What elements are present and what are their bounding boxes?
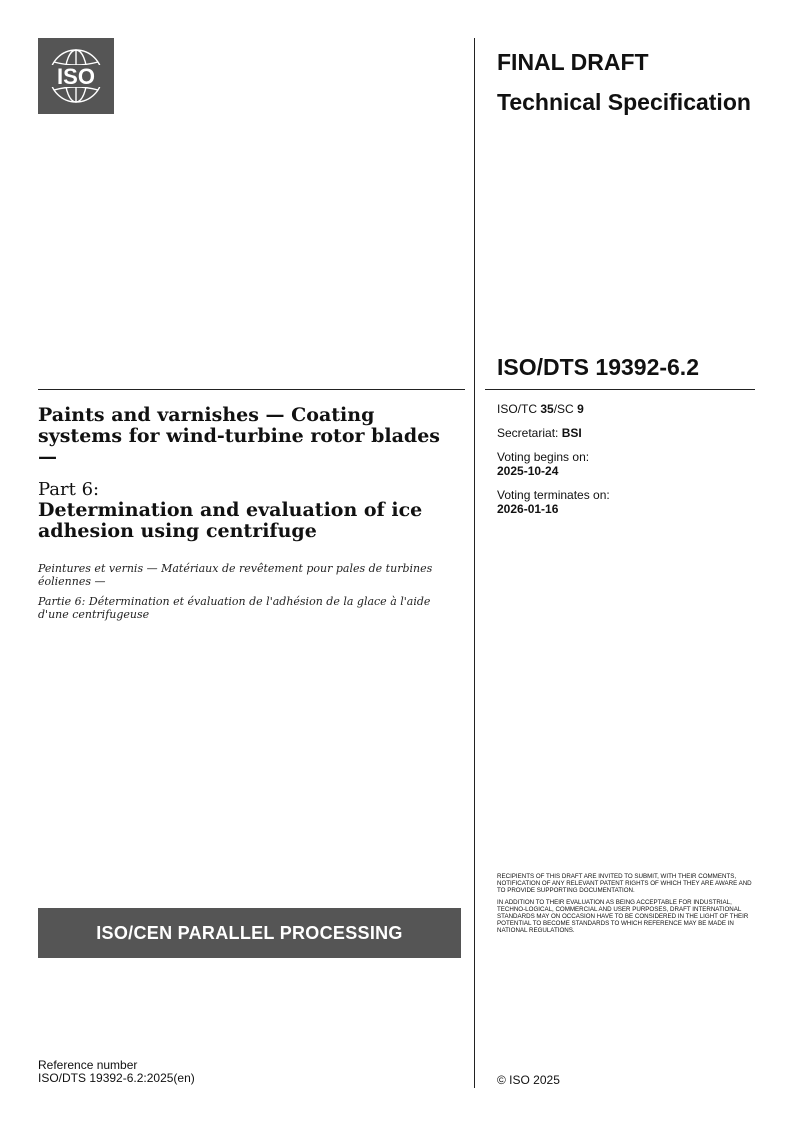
reference-number — [38, 1059, 195, 1085]
column-divider — [474, 38, 475, 1088]
voting-begins — [497, 450, 757, 478]
document-metadata — [497, 402, 757, 526]
notice-evaluation: IN ADDITION TO THEIR EVALUATION AS BEING ACCEPTABLE FOR INDUSTRIAL, TECHNO-LOGICAL, COMMERCIAL AND USER PURPOSES, DRAFT INTERNATIONAL STANDARDS MAY ON OCCASION HAVE TO BE CONSIDERED IN THE LIGHT OF THEIR POTENTIAL TO BECOME STANDARDS TO WHICH REFERENCE MAY BE MADE IN NATIONAL REGULATIONS. — [497, 898, 749, 935]
iso-logo-text: ISO — [57, 64, 95, 89]
iso-logo — [38, 38, 114, 114]
part-title: Determination and evaluation of ice adhesion using centrifuge — [38, 499, 423, 542]
secretariat — [497, 426, 757, 440]
part-label: Part 6: — [38, 479, 100, 500]
draft-status: FINAL DRAFT — [497, 49, 649, 75]
title-rule — [38, 389, 465, 390]
voting-terminates-label: Voting terminates on: — [497, 488, 610, 502]
main-title: Paints and varnishes — Coating systems for wind-turbine rotor blades — — [38, 404, 441, 468]
voting-terminates — [497, 488, 757, 516]
committee — [497, 402, 757, 416]
secretariat-label: Secretariat: — [497, 426, 559, 440]
document-type: Technical Specification — [497, 89, 751, 115]
iso-globe-logo-icon — [38, 38, 114, 114]
french-title: Peintures et vernis — Matériaux de revêtement pour pales de turbines éoliennes — — [38, 562, 433, 588]
secretariat-value: BSI — [561, 426, 582, 440]
document-number: ISO/DTS 19392-6.2 — [497, 354, 699, 380]
committee-prefix: ISO/TC — [497, 402, 538, 416]
voting-begins-date: 2025-10-24 — [497, 464, 559, 478]
title-block — [38, 405, 458, 621]
reference-value: ISO/DTS 19392-6.2:2025(en) — [38, 1071, 195, 1085]
parallel-processing-banner — [38, 908, 461, 958]
notice-patent: RECIPIENTS OF THIS DRAFT ARE INVITED TO SUBMIT, WITH THEIR COMMENTS, NOTIFICATION OF ANY RELEVANT PATENT RIGHTS OF WHICH THEY ARE AWARE AND TO PROVIDE SUPPORTING DOCUMENTATION. — [497, 873, 752, 895]
copyright: © ISO 2025 — [497, 1073, 560, 1087]
sc-prefix: /SC — [553, 402, 574, 416]
voting-begins-label: Voting begins on: — [497, 450, 590, 464]
tc-number: 35 — [540, 402, 554, 416]
doc-number-rule — [485, 389, 755, 390]
draft-notice — [497, 873, 755, 939]
reference-label: Reference number — [38, 1058, 138, 1072]
banner-text: ISO/CEN PARALLEL PROCESSING — [96, 922, 403, 943]
french-part-title: Partie 6: Détermination et évaluation de l'adhésion de la glace à l'aide d'une centrifugeuse — [38, 595, 431, 621]
voting-terminates-date: 2026-01-16 — [497, 502, 559, 516]
sc-number: 9 — [577, 402, 584, 416]
